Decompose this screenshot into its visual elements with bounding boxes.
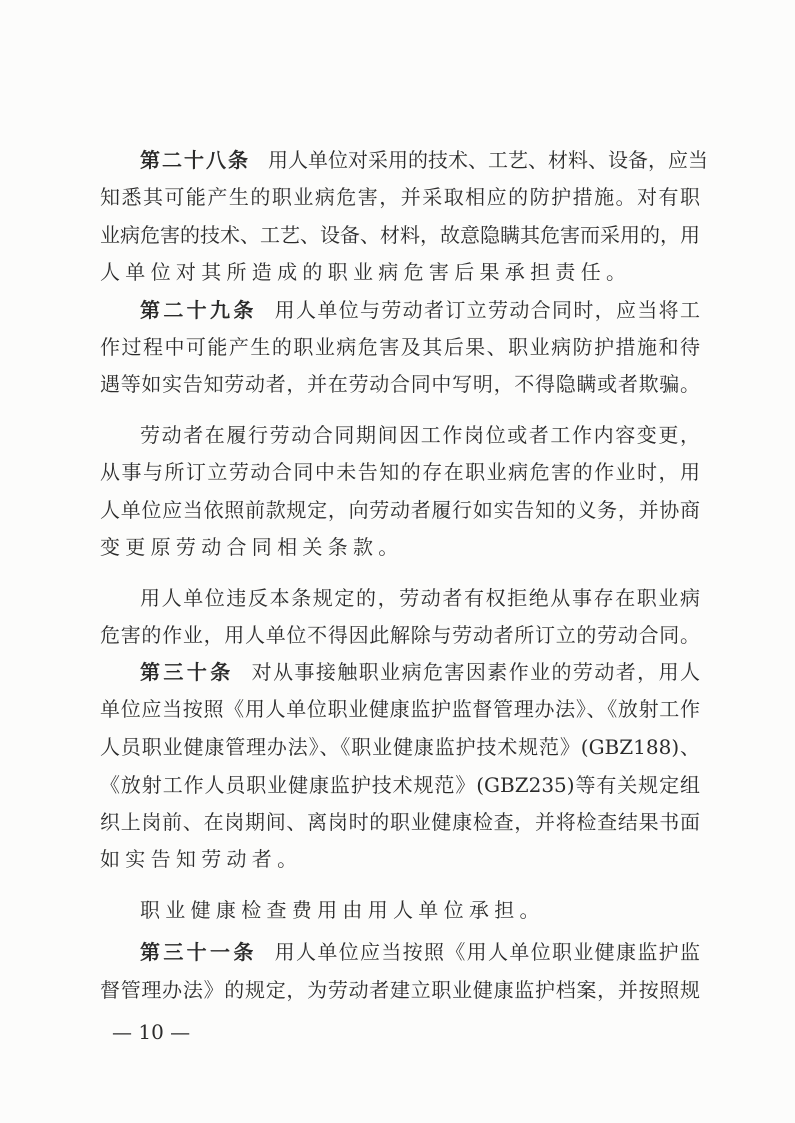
- article-28-line: 第二十八条 用人单位对采用的技术、工艺、材料、设备，应当: [140, 148, 708, 172]
- text-line: 变更原劳动合同相关条款。: [100, 535, 404, 559]
- text-line: 单位应当按照《用人单位职业健康监护监督管理办法》、《放射工作: [100, 697, 700, 721]
- article-heading: 第三十一条: [140, 940, 257, 964]
- article-heading: 第二十九条: [140, 298, 257, 322]
- text-line: 作过程中可能产生的职业病危害及其后果、职业病防护措施和待: [100, 335, 700, 359]
- text-line: 知悉其可能产生的职业病危害，并采取相应的防护措施。对有职: [100, 185, 700, 209]
- article-31-line: 第三十一条 用人单位应当按照《用人单位职业健康监护监: [140, 940, 701, 964]
- text-line: 人单位应当依照前款规定，向劳动者履行如实告知的义务，并协商: [100, 498, 700, 522]
- text-line: 危害的作业，用人单位不得因此解除与劳动者所订立的劳动合同。: [100, 623, 700, 647]
- article-heading: 第三十条: [140, 660, 234, 684]
- text-line: 督管理办法》的规定，为劳动者建立职业健康监护档案，并按照规: [100, 978, 700, 1002]
- text-line: 劳动者在履行劳动合同期间因工作岗位或者工作内容变更，: [140, 423, 700, 447]
- text-line: 如实告知劳动者。: [100, 847, 303, 871]
- text-line: 人员职业健康管理办法》、《职业健康监护技术规范》(GBZ188)、: [100, 735, 700, 759]
- article-30-line: 第三十条 对从事接触职业病危害因素作业的劳动者，用人: [140, 660, 701, 684]
- text-line: 遇等如实告知劳动者，并在劳动合同中写明，不得隐瞒或者欺骗。: [100, 372, 700, 396]
- article-heading: 第二十八条: [140, 148, 250, 172]
- text-line: 人单位对其所造成的职业病危害后果承担责任。: [100, 260, 632, 284]
- page-number: — 10 —: [112, 1020, 191, 1044]
- text-line: 业病危害的技术、工艺、设备、材料，故意隐瞒其危害而采用的，用: [100, 223, 700, 247]
- text-line: 织上岗前、在岗期间、离岗时的职业健康检查，并将检查结果书面: [100, 810, 700, 834]
- text-line: 《放射工作人员职业健康监护技术规范》(GBZ235)等有关规定组: [100, 773, 700, 797]
- article-29-line: 第二十九条 用人单位与劳动者订立劳动合同时，应当将工: [140, 298, 701, 322]
- text-line: 用人单位违反本条规定的，劳动者有权拒绝从事存在职业病: [140, 586, 700, 610]
- text-line: 职业健康检查费用由用人单位承担。: [140, 898, 545, 922]
- text-line: 从事与所订立劳动合同中未告知的存在职业病危害的作业时，用: [100, 460, 700, 484]
